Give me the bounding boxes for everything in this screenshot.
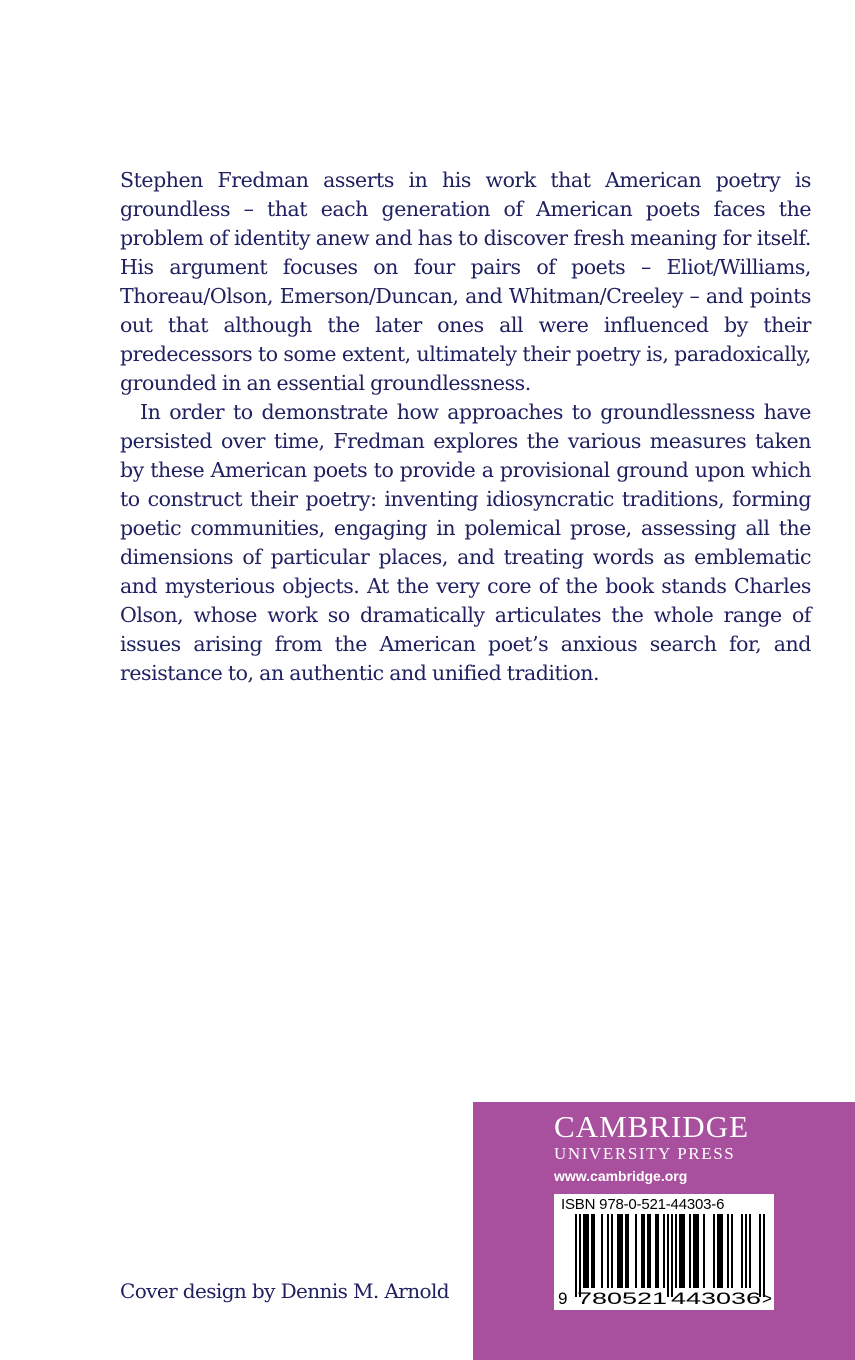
barcode-arrow-glyph: > [762, 1289, 772, 1308]
barcode-left-digits: 780521 [577, 1289, 667, 1308]
barcode-bar [649, 1214, 651, 1288]
barcode-bar [675, 1214, 677, 1288]
barcode-bar [741, 1214, 743, 1288]
barcode-bar [679, 1214, 681, 1288]
barcode-bar [727, 1214, 729, 1288]
barcode-bar [681, 1214, 683, 1288]
cover-credit: Cover design by Dennis M. Arnold [120, 1279, 449, 1303]
barcode-bar [657, 1214, 659, 1288]
barcode-bar [583, 1214, 585, 1288]
barcode-box [554, 1194, 774, 1310]
barcode-bar [575, 1214, 577, 1297]
barcode-bar [579, 1214, 581, 1297]
barcode-bar [719, 1214, 721, 1288]
barcode-bar [617, 1214, 619, 1288]
barcode-bar [611, 1214, 613, 1288]
publisher-block [554, 1110, 774, 1185]
barcode-bar [745, 1214, 747, 1288]
barcode-bar [671, 1214, 673, 1297]
barcode-bar [713, 1214, 715, 1288]
barcode-bar [683, 1214, 685, 1288]
barcode-bar [601, 1214, 603, 1288]
barcode-bar [749, 1214, 751, 1288]
barcode-bar [731, 1214, 733, 1288]
publisher-name: CAMBRIDGE [554, 1109, 750, 1144]
barcode-bar [703, 1214, 705, 1288]
barcode-bar [689, 1214, 691, 1288]
publisher-panel [473, 1102, 855, 1360]
barcode-bar [721, 1214, 723, 1288]
barcode-bar [593, 1214, 595, 1288]
barcode-bar [625, 1214, 627, 1288]
barcode-bar [641, 1214, 643, 1288]
barcode-bar [647, 1214, 649, 1288]
barcode-bar [693, 1214, 695, 1288]
blurb-paragraph-2: In order to demonstrate how approaches to groundlessness have persisted over time, Fredman explores the various measures taken by these American poets to provide a provisional ground upon which to construct their poetry: inventing idiosyncratic traditions, forming poetic communities, engaging in polemical prose, assessing all the dimensions of particular places, and treating words as emblematic and mysterious objects. At the very core of the book stands Charles Olson, whose work so dramatically articulates the whole range of issues arising from the American poet’s anxious search for, and resistance to, an authentic and unified tradition. [120, 400, 811, 685]
barcode-bar [759, 1214, 761, 1297]
barcode-bar [627, 1214, 629, 1288]
barcode-bar [591, 1214, 593, 1288]
barcode-bar [763, 1214, 765, 1297]
isbn-label: ISBN 978-0-521-44303-6 [561, 1196, 725, 1213]
barcode-bar [667, 1214, 669, 1297]
barcode-bar [695, 1214, 697, 1288]
barcode-bar [585, 1214, 587, 1288]
publisher-subtitle: UNIVERSITY PRESS [554, 1144, 736, 1163]
barcode-right-digits: 443036 [671, 1289, 761, 1308]
barcode-bars [575, 1214, 765, 1297]
barcode-bar [643, 1214, 645, 1288]
barcode-bar [619, 1214, 621, 1288]
barcode-bar [587, 1214, 589, 1288]
publisher-url: www.cambridge.org [554, 1168, 688, 1184]
barcode-bar [663, 1214, 665, 1288]
barcode-bar [621, 1214, 623, 1288]
barcode-bar [635, 1214, 637, 1288]
barcode-bar [697, 1214, 699, 1288]
blurb [120, 166, 811, 688]
barcode-bar [717, 1214, 719, 1288]
blurb-paragraph-1: Stephen Fredman asserts in his work that American poetry is groundless – that each generation of American poets faces the problem of identity anew and has to discover fresh meaning for itself. His argument focuses on four pairs of poets – Eliot/Williams, Thoreau/Olson, Emerson/Duncan, and Whitman/Creeley – and points out that although the later ones all were influenced by their predecessors to some extent, ultimately their poetry is, paradoxically, grounded in an essential groundlessness. [120, 168, 811, 395]
barcode-bar [655, 1214, 657, 1288]
barcode-lead-digit: 9 [558, 1289, 568, 1308]
barcode-bar [607, 1214, 609, 1288]
